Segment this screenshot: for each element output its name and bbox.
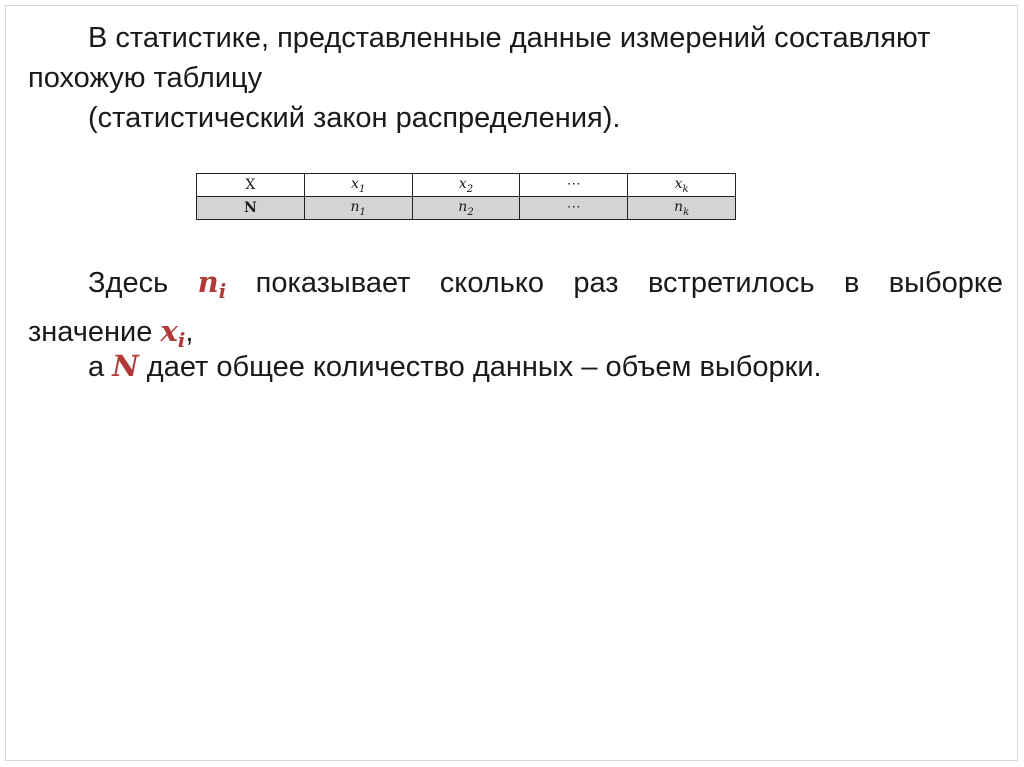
- table-header-x: X: [197, 174, 305, 197]
- table-cell-x1: $x_1$: [304, 174, 412, 197]
- intro-line-2: похожую таблицу: [28, 62, 263, 94]
- table-cell-ellipsis-2: ⋯: [520, 197, 628, 220]
- table-cell-ellipsis-1: ⋯: [520, 174, 628, 197]
- explanation-line-2: значение $x_i$,: [28, 314, 194, 352]
- variable-n-i: $n_i$: [197, 265, 227, 303]
- table-cell-xk: $x_k$: [628, 174, 736, 197]
- table-header-n: N: [197, 197, 305, 220]
- intro-paragraph: [28, 18, 1003, 98]
- variable-capital-n: N: [112, 349, 139, 383]
- explanation-line-1: Здесь $n_i$ показывает сколько раз встретилось в выборке: [88, 265, 1004, 303]
- table-row-values: [197, 174, 736, 197]
- intro-line-1: В статистике, представленные данные измерений составляют: [88, 22, 931, 54]
- distribution-law-note: (статистический закон распределения).: [88, 102, 621, 134]
- table-cell-x2: $x_2$: [412, 174, 520, 197]
- distribution-table: [196, 173, 736, 220]
- table-row-frequencies: [197, 197, 736, 220]
- sample-size-paragraph: а N дает общее количество данных – объем выборки.: [88, 349, 822, 383]
- table-cell-nk: $n_k$: [628, 197, 736, 220]
- variable-x-i: $x_i$: [160, 314, 186, 352]
- table-cell-n2: $n_2$: [412, 197, 520, 220]
- table-cell-n1: $n_1$: [304, 197, 412, 220]
